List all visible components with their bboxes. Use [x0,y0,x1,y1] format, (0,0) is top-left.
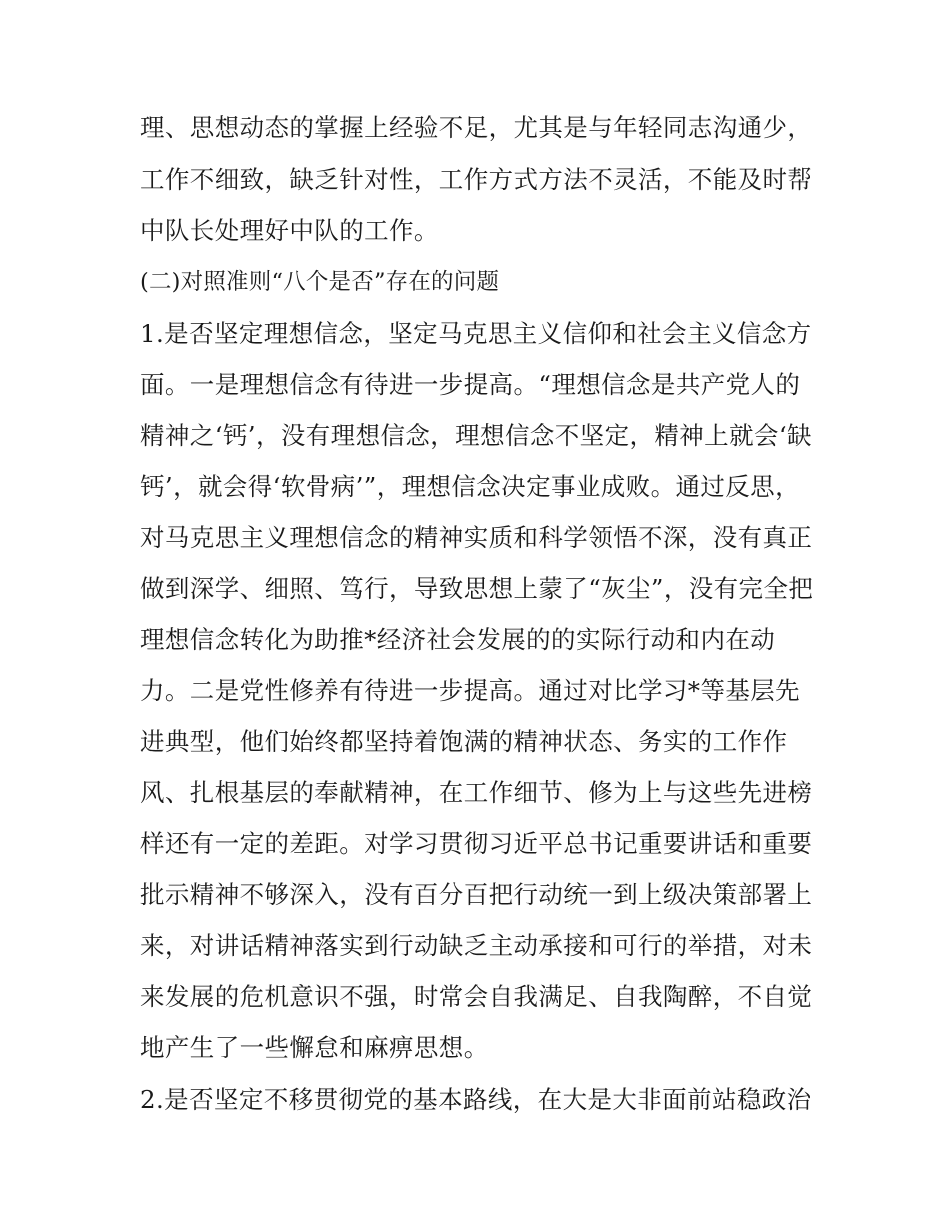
text-line: 来发展的危机意识不强，时常会自我满足、自我陶醉，不自觉 [140,982,813,1011]
text-line: 2.是否坚定不移贯彻党的基本路线，在大是大非面前站稳政治 [140,1085,812,1114]
text-line: 1.是否坚定理想信念，坚定马克思主义信仰和社会主义信念方 [140,319,812,348]
text-line: 理、思想动态的掌握上经验不足，尤其是与年轻同志沟通少， [140,113,813,142]
text-line: 做到深学、细照、笃行，导致思想上蒙了“灰尘”，没有完全把 [140,574,814,603]
section-heading: (二)对照准则“八个是否”存在的问题 [140,269,500,295]
text-line: 面。一是理想信念有待进一步提高。“理想信念是共产党人的 [140,370,801,399]
text-line: 对马克思主义理想信念的精神实质和科学领悟不深，没有真正 [140,523,813,552]
text-line: 精神之‘钙’，没有理想信念，理想信念不坚定，精神上就会‘缺 [140,421,812,450]
text-line: 批示精神不够深入，没有百分百把行动统一到上级决策部署上 [140,880,813,909]
text-line: 风、扎根基层的奉献精神，在工作细节、修为上与这些先进榜 [140,778,813,807]
text-line: 理想信念转化为助推*经济社会发展的的实际行动和内在动 [140,625,776,654]
text-line: 地产生了一些懈怠和麻痹思想。 [140,1033,489,1062]
text-line: 来，对讲话精神落实到行动缺乏主动承接和可行的举措，对未 [140,931,813,960]
text-line: 工作不细致，缺乏针对性，工作方式方法不灵活，不能及时帮 [140,165,813,194]
text-line: 钙’，就会得‘软骨病’”，理想信念决定事业成败。通过反思， [140,472,800,501]
text-line: 力。二是党性修养有待进一步提高。通过对比学习*等基层先 [140,676,801,705]
text-line: 中队长处理好中队的工作。 [140,216,439,245]
text-line: 进典型，他们始终都坚持着饱满的精神状态、务实的工作作 [140,727,788,756]
text-line: 样还有一定的差距。对学习贯彻习近平总书记重要讲话和重要 [140,829,813,858]
